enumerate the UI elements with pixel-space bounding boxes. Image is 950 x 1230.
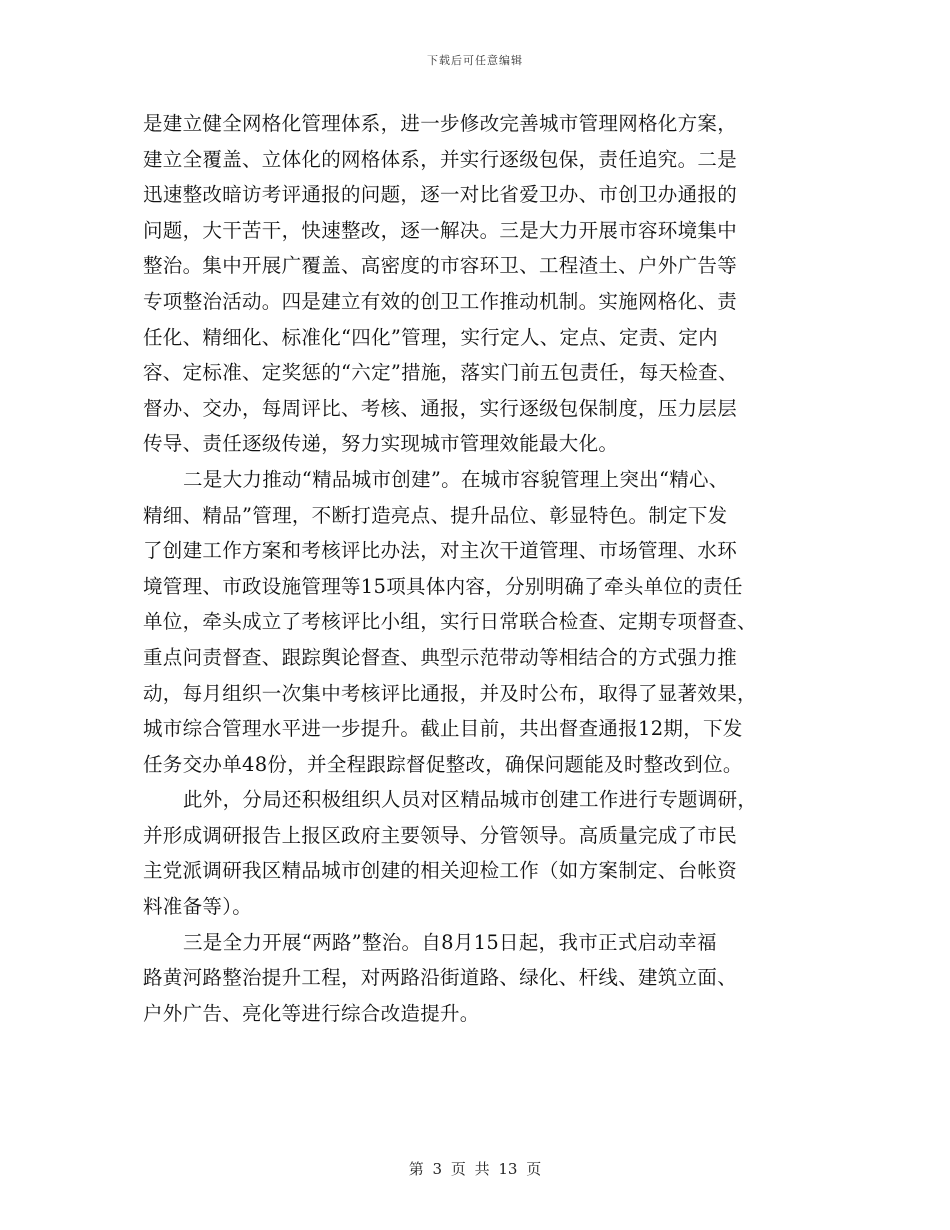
body-line: 督办、交办，每周评比、考核、通报，实行逐级包保制度，压力层层 — [143, 396, 738, 420]
page-header-note: 下载后可任意编辑 — [427, 54, 523, 67]
body-line: 容、定标准、定奖惩的“六定”措施，落实门前五包责任，每天检查、 — [143, 361, 738, 385]
body-line: 是建立健全网格化管理体系，进一步修改完善城市管理网格化方案， — [143, 112, 738, 135]
body-line: 重点问责督查、跟踪舆论督查、典型示范带动等相结合的方式强力推 — [143, 645, 738, 669]
body-line: 任化、精细化、标准化“四化”管理，实行定人、定点、定责、定内 — [143, 325, 718, 349]
body-line: 了创建工作方案和考核评比办法，对主次干道管理、市场管理、水环 — [143, 539, 738, 563]
body-line: 单位，牵头成立了考核评比小组，实行日常联合检查、定期专项督查、 — [143, 610, 757, 634]
body-line: 整治。集中开展广覆盖、高密度的市容环卫、工程渣土、户外广告等 — [143, 254, 738, 278]
body-line: 动，每月组织一次集中考核评比通报，并及时公布，取得了显著效果， — [143, 681, 757, 705]
body-line: 建立全覆盖、立体化的网格体系，并实行逐级包保，责任追究。二是 — [143, 147, 738, 171]
page-number: 第 3 页 共 13 页 — [408, 1160, 542, 1178]
paragraph-start-line: 二是大力推动“精品城市创建”。在城市容貌管理上突出“精心、 — [183, 467, 729, 491]
body-line: 任务交办单48份，并全程跟踪督促整改，确保问题能及时整改到位。 — [143, 752, 743, 776]
body-line: 传导、责任逐级传递，努力实现城市管理效能最大化。 — [143, 432, 619, 456]
body-line: 路黄河路整治提升工程，对两路沿街道路、绿化、杆线、建筑立面、 — [143, 966, 738, 990]
body-line: 迅速整改暗访考评通报的问题，逐一对比省爱卫办、市创卫办通报的 — [143, 183, 738, 207]
body-line: 精细、精品”管理，不断打造亮点、提升品位、彰显特色。制定下发 — [143, 503, 728, 527]
body-line: 料准备等）。 — [143, 895, 253, 919]
paragraph-start-line: 三是全力开展“两路”整治。自8月15日起，我市正式启动幸福 — [183, 930, 717, 954]
body-line: 并形成调研报告上报区政府主要领导、分管领导。高质量完成了市民 — [143, 823, 738, 847]
document-body — [143, 106, 807, 1031]
body-line: 户外广告、亮化等进行综合改造提升。 — [143, 1001, 480, 1025]
body-line: 主党派调研我区精品城市创建的相关迎检工作（如方案制定、台帐资 — [143, 859, 738, 883]
body-line: 专项整治活动。四是建立有效的创卫工作推动机制。实施网格化、责 — [143, 289, 738, 313]
paragraph-start-line: 此外，分局还积极组织人员对区精品城市创建工作进行专题调研， — [183, 788, 758, 812]
body-line: 城市综合管理水平进一步提升。截止目前，共出督查通报12期，下发 — [143, 717, 743, 741]
body-line: 问题，大干苦干，快速整改，逐一解决。三是大力开展市容环境集中 — [143, 218, 738, 242]
body-line: 境管理、市政设施管理等15项具体内容，分别明确了牵头单位的责任 — [143, 574, 743, 598]
